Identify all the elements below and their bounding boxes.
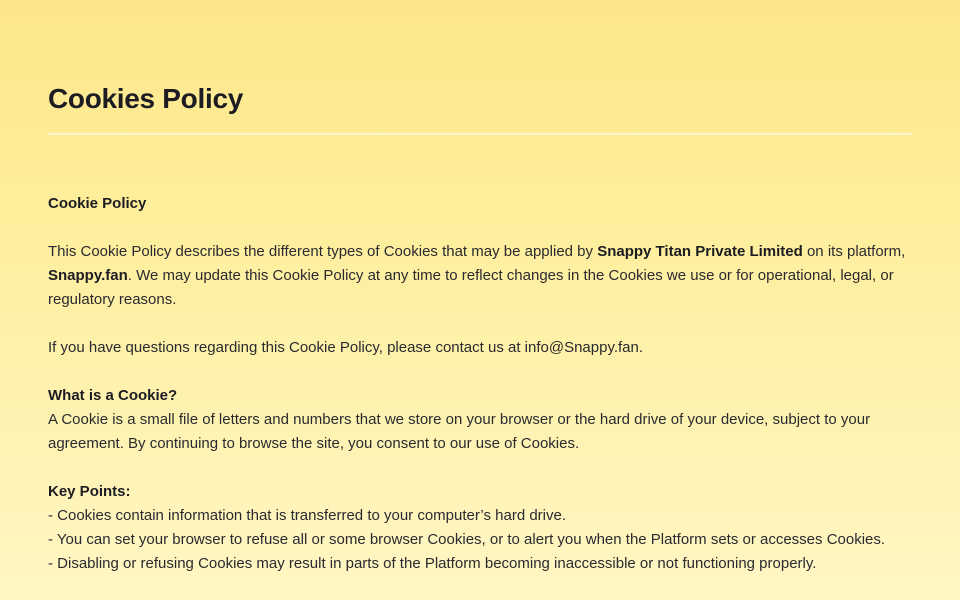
intro-text-1: This Cookie Policy describes the different types of Cookies that may be applied by [48, 243, 598, 260]
contact-paragraph: If you have questions regarding this Cookie Policy, please contact us at info@Snappy.fan. [48, 339, 644, 356]
intro-paragraph [48, 240, 912, 312]
key-point-item: - You can set your browser to refuse all or some browser Cookies, or to alert you when the Platform sets or accesses Cookies. [48, 531, 886, 548]
section-heading-paragraph [48, 192, 912, 216]
key-point-item: - Cookies contain information that is transferred to your computer’s hard drive. [48, 507, 567, 524]
policy-content [48, 192, 912, 576]
intro-text-2: on its platform, [802, 243, 906, 260]
key-point-item: - Disabling or refusing Cookies may result in parts of the Platform becoming inaccessible or not functioning properly. [48, 555, 817, 572]
title-divider [48, 133, 912, 135]
key-points-heading: Key Points: [48, 483, 131, 500]
page-title: Cookies Policy [48, 83, 243, 114]
section-heading: Cookie Policy [48, 195, 147, 212]
intro-text-3: . We may update this Cookie Policy at any time to reflect changes in the Cookies we use or for operational, legal, or regulatory reasons. [48, 267, 894, 308]
key-points-paragraph [48, 480, 912, 576]
what-is-cookie-body: A Cookie is a small file of letters and numbers that we store on your browser or the hard drive of your device, subject to your agreement. By continuing to browse the site, you consent to our use of Cookies. [48, 411, 871, 452]
what-is-cookie-heading: What is a Cookie? [48, 387, 178, 404]
company-name: Snappy Titan Private Limited [597, 243, 803, 260]
site-name: Snappy.fan [48, 267, 128, 284]
what-is-cookie-paragraph [48, 384, 912, 456]
